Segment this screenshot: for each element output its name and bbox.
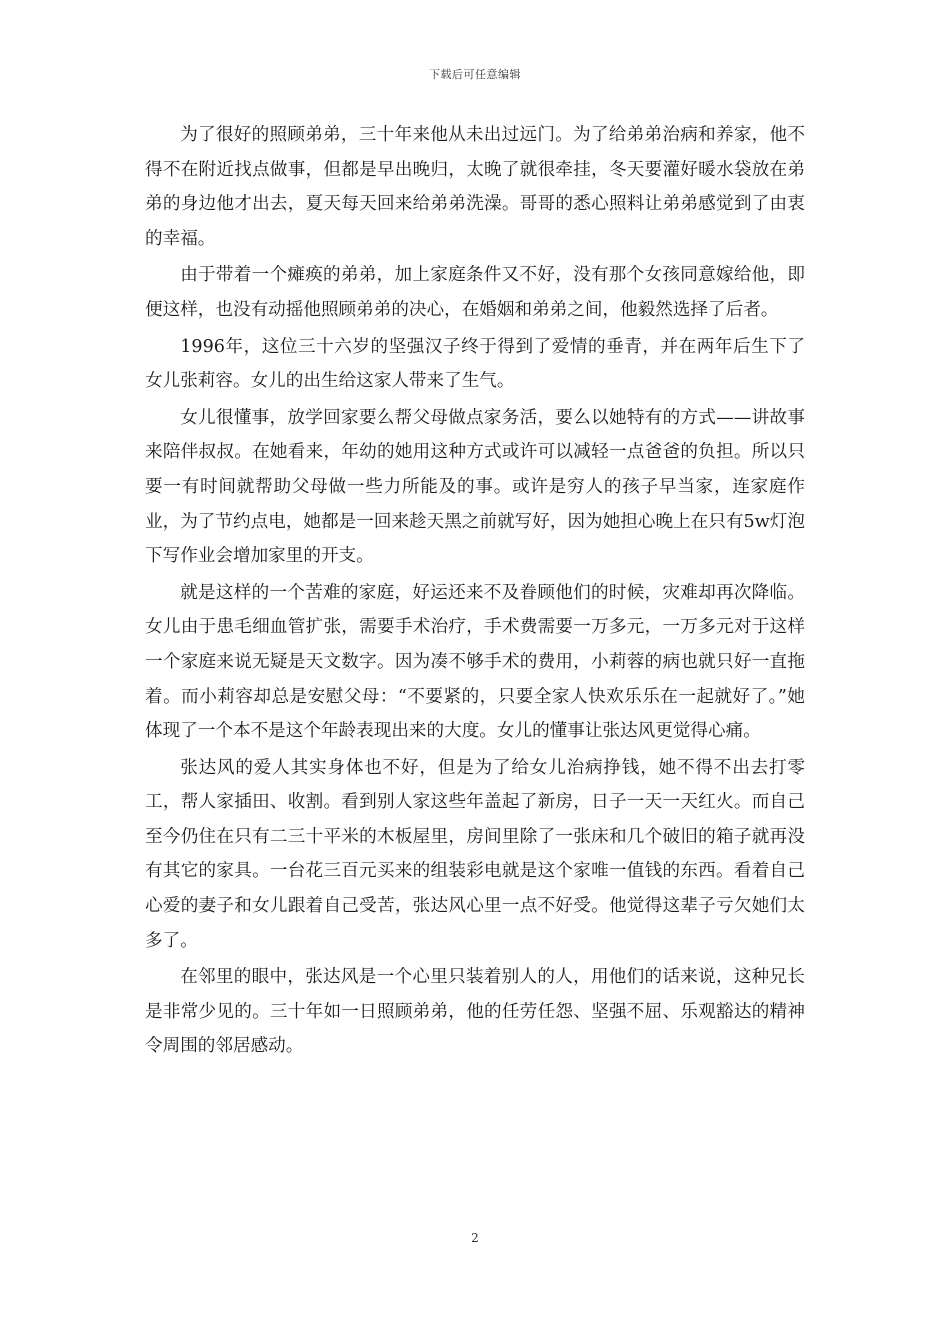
paragraph: 张达风的爱人其实身体也不好，但是为了给女儿治病挣钱，她不得不出去打零工，帮人家插田、收割。看到别人家这些年盖起了新房，日子一天一天红火。而自己至今仍住在只有二三十平米的木板屋里，房间里除了一张床和几个破旧的箱子就再没有其它的家具。一台花三百元买来的组装彩电就是这个家唯一值钱的东西。看着自己心爱的妻子和女儿跟着自己受苦，张达风心里一点不好受。他觉得这辈子亏欠她们太多了。 <box>145 757 805 951</box>
paragraph: 女儿很懂事，放学回家要么帮父母做点家务活，要么以她特有的方式——讲故事来陪伴叔叔。在她看来，年幼的她用这种方式或许可以减轻一点爸爸的负担。所以只要一有时间就帮助父母做一些力所能及的事。或许是穷人的孩子早当家，连家庭作业，为了节约点电，她都是一回来趁天黑之前就写好，因为她担心晚上在只有5w灯泡下写作业会增加家里的开支。 <box>145 407 805 567</box>
document-body <box>145 118 805 1066</box>
page-header: 下载后可任意编辑 <box>429 68 521 81</box>
page-number: 2 <box>471 1231 479 1245</box>
paragraph: 为了很好的照顾弟弟，三十年来他从未出过远门。为了给弟弟治病和养家，他不得不在附近找点做事，但都是早出晚归，太晚了就很牵挂，冬天要灌好暖水袋放在弟弟的身边他才出去，夏天每天回来给弟弟洗澡。哥哥的悉心照料让弟弟感觉到了由衷的幸福。 <box>145 125 805 249</box>
paragraph: 就是这样的一个苦难的家庭，好运还来不及眷顾他们的时候，灾难却再次降临。女儿由于患毛细血管扩张，需要手术治疗，手术费需要一万多元，一万多元对于这样一个家庭来说无疑是天文数字。因为凑不够手术的费用，小莉蓉的病也就只好一直拖着。而小莉容却总是安慰父母：“不要紧的，只要全家人快欢乐乐在一起就好了。”她体现了一个本不是这个年龄表现出来的大度。女儿的懂事让张达风更觉得心痛。 <box>145 582 805 742</box>
paragraph: 由于带着一个瘫痪的弟弟，加上家庭条件又不好，没有那个女孩同意嫁给他，即便这样，也没有动摇他照顾弟弟的决心，在婚姻和弟弟之间，他毅然选择了后者。 <box>145 265 805 320</box>
paragraph: 在邻里的眼中，张达风是一个心里只装着别人的人，用他们的话来说，这种兄长是非常少见的。三十年如一日照顾弟弟，他的任劳任怨、坚强不屈、乐观豁达的精神令周围的邻居感动。 <box>145 967 805 1057</box>
paragraph: 1996年，这位三十六岁的坚强汉子终于得到了爱情的垂青，并在两年后生下了女儿张莉容。女儿的出生给这家人带来了生气。 <box>145 336 805 392</box>
